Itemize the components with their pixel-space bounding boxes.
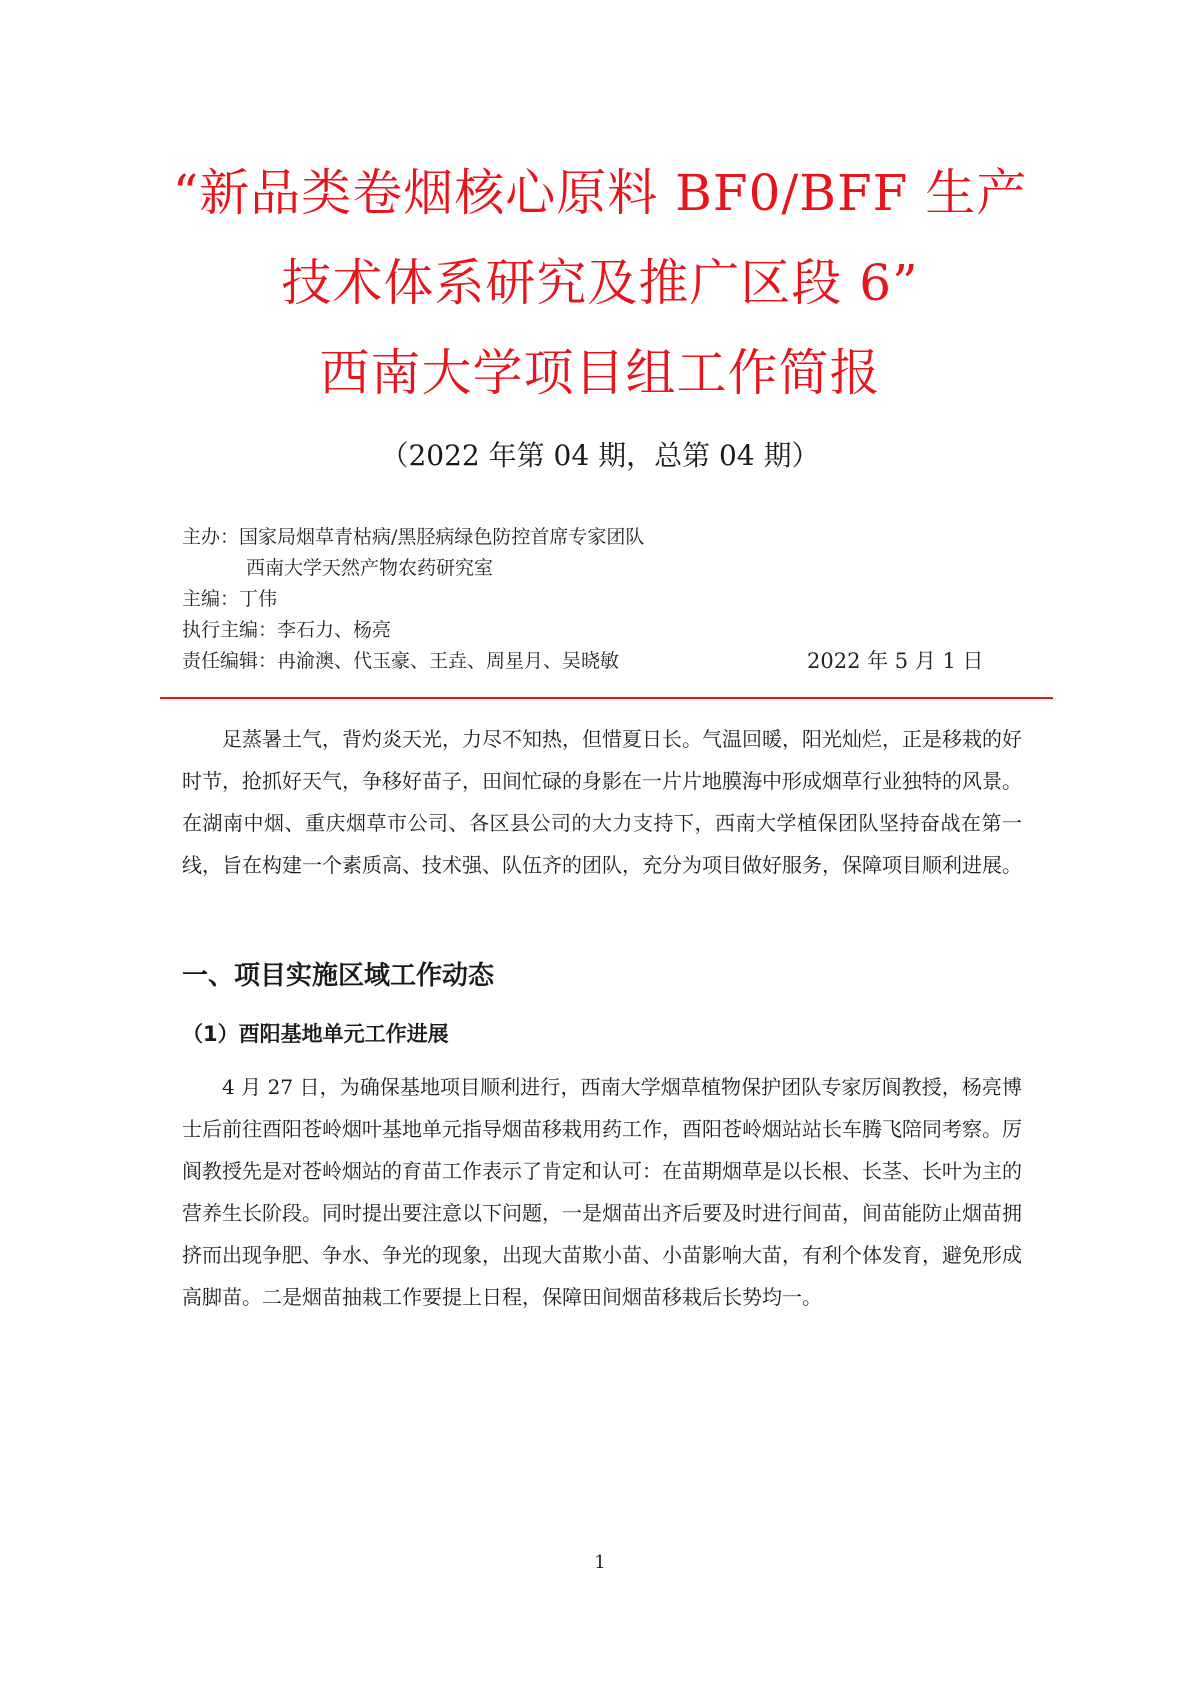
title-line-1: “新品类卷烟核心原料 BF0/BFF 生产 [172, 164, 1028, 222]
title-line-2: 技术体系研究及推广区段 6” [281, 254, 919, 312]
organizer-row [182, 522, 1022, 553]
red-divider [160, 697, 1053, 699]
organizer-2: 西南大学天然产物农药研究室 [246, 557, 494, 579]
subsection-paragraph: 4 月 27 日，为确保基地项目顺利进行，西南大学烟草植物保护团队专家厉阆教授，杨亮博士后前往酉阳苍岭烟叶基地单元指导烟苗移栽用药工作，酉阳苍岭烟站站长车腾飞陪同考察。厉阆教授先是对苍岭烟站的育苗工作表示了肯定和认可：在苗期烟草是以长根、长茎、长叶为主的营养生长阶段。同时提出要注意以下问题，一是烟苗出齐后要及时进行间苗，间苗能防止烟苗拥挤而出现争肥、争水、争光的现象，出现大苗欺小苗、小苗影响大苗，有利个体发育，避免形成高脚苗。二是烟苗抽栽工作要提上日程，保障田间烟苗移栽后长势均一。 [182, 1075, 1022, 1309]
subsection-body [182, 1066, 1022, 1318]
organizer-row-2 [182, 553, 1022, 584]
issue-number: （2022 年第 04 期，总第 04 期） [380, 439, 820, 472]
publish-date: 2022 年 5 月 1 日 [807, 649, 984, 673]
section-heading: 一、项目实施区域工作动态 [182, 961, 495, 991]
subsection-heading: （1）酉阳基地单元工作进展 [182, 1022, 449, 1046]
resp-editor-names: 冉渝澳、代玉豪、王垚、周星月、吴晓敏 [277, 650, 620, 672]
editor-name: 丁伟 [239, 588, 278, 610]
organizer-label: 主办： [182, 526, 240, 548]
resp-editor-row [182, 646, 1022, 677]
intro-section [182, 718, 1022, 886]
editor-label: 主编： [182, 588, 240, 610]
resp-editor-label: 责任编辑： [182, 650, 278, 672]
exec-editor-label: 执行主编： [182, 619, 278, 641]
exec-editor-row [182, 615, 1022, 646]
masthead-info [182, 522, 1022, 677]
page-number: 1 [594, 1552, 606, 1573]
intro-paragraph: 足蒸暑土气，背灼炎天光，力尽不知热，但惜夏日长。气温回暖，阳光灿烂，正是移栽的好时节，抢抓好天气，争移好苗子，田间忙碌的身影在一片片地膜海中形成烟草行业独特的风景。在湖南中烟、重庆烟草市公司、各区县公司的大力支持下，西南大学植保团队坚持奋战在第一线，旨在构建一个素质高、技术强、队伍齐的团队，充分为项目做好服务，保障项目顺利进展。 [182, 727, 1022, 877]
title-line-3: 西南大学项目组工作简报 [319, 344, 881, 402]
editor-row [182, 584, 1022, 615]
bulletin-title [150, 148, 1050, 418]
organizer-1: 国家局烟草青枯病/黑胫病绿色防控首席专家团队 [239, 526, 645, 548]
exec-editor-names: 李石力、杨亮 [277, 619, 392, 641]
